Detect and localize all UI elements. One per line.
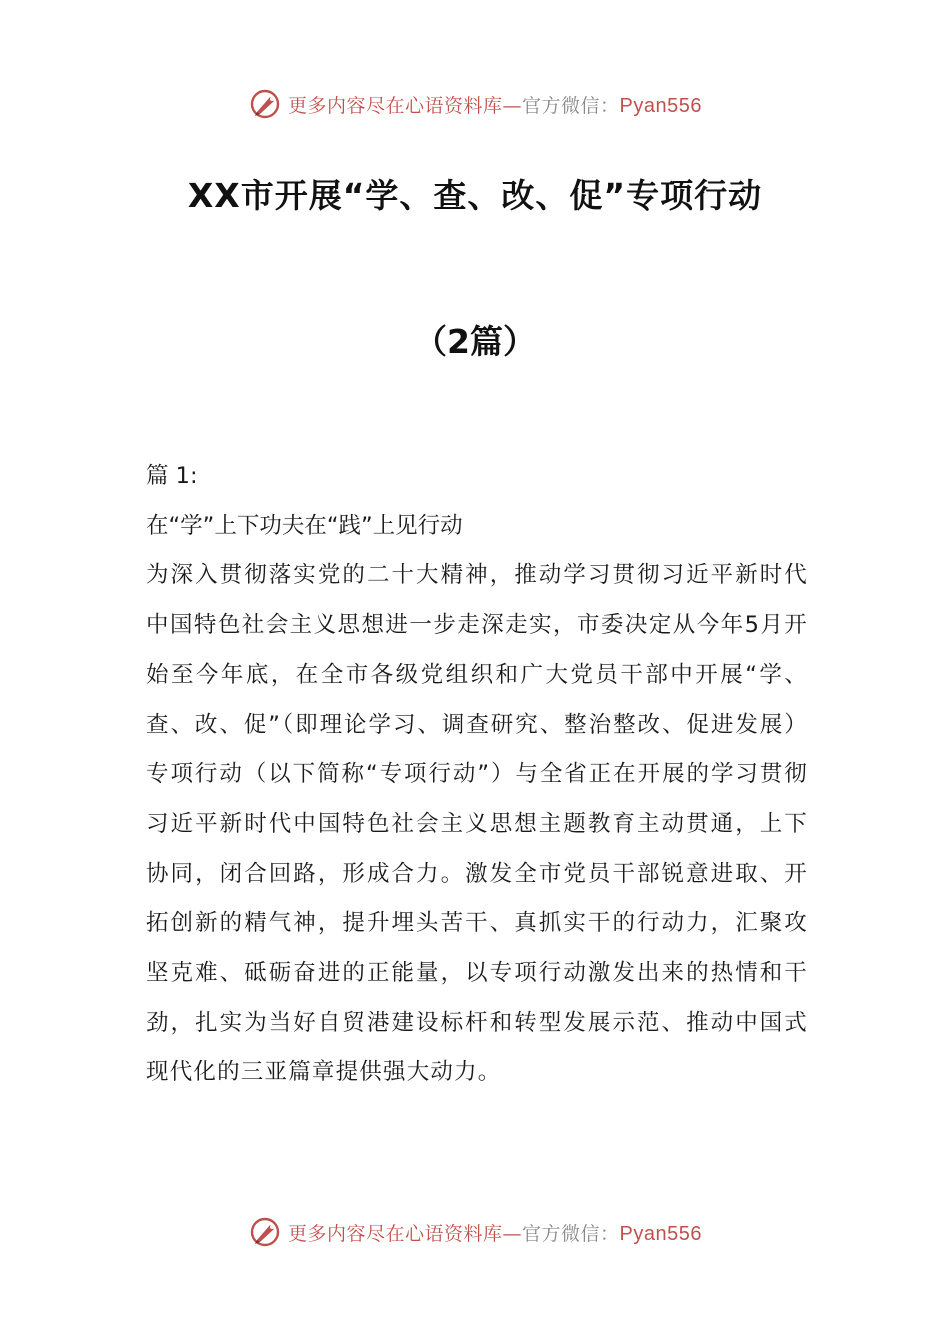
pen-nib-logo-icon: [248, 1215, 282, 1249]
watermark-header: [0, 84, 950, 124]
document-title: XX市开展“学、查、改、促”专项行动: [187, 176, 763, 215]
section-label: 篇 1:: [146, 463, 198, 489]
pen-nib-logo-icon: [248, 87, 282, 121]
document-body: [146, 452, 808, 1098]
watermark-text: 更多内容尽在心语资料库—官方微信：Pyan556: [288, 1222, 702, 1245]
body-paragraph: 为深入贯彻落实党的二十大精神，推动学习贯彻习近平新时代中国特色社会主义思想进一步走深走实，市委决定从今年5月开始至今年底，在全市各级党组织和广大党员干部中开展“学、查、改、促”（即理论学习、调查研究、整治整改、促进发展）专项行动（以下简称“专项行动”）与全省正在开展的学习贯彻习近平新时代中国特色社会主义思想主题教育主动贯通，上下协同，闭合回路，形成合力。激发全市党员干部锐意进取、开拓创新的精气神，提升埋头苦干、真抓实干的行动力，汇聚攻坚克难、砥砺奋进的正能量，以专项行动激发出来的热情和干劲，扎实为当好自贸港建设标杆和转型发展示范、推动中国式现代化的三亚篇章提供强大动力。: [146, 562, 808, 1086]
watermark-footer: [0, 1212, 950, 1252]
watermark-text: 更多内容尽在心语资料库—官方微信：Pyan556: [288, 94, 702, 117]
document-subtitle: （2篇）: [414, 322, 536, 361]
section-heading: 在“学”上下功夫在“践”上见行动: [146, 512, 463, 539]
